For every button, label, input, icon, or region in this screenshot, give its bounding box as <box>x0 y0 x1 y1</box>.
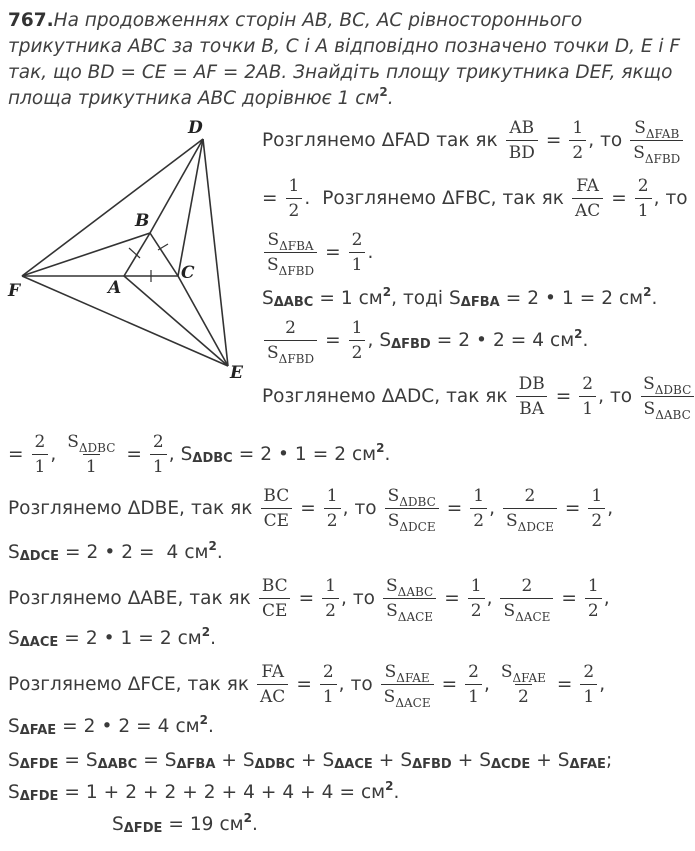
vertex-label-A: A <box>108 278 122 298</box>
fraction: $\frac{2}{1}$ <box>465 662 482 707</box>
fraction: $\frac{FA}{AC}$ <box>572 176 603 221</box>
solution-line-2: = $\frac{1}{2}$ . Розглянемо ΔFBC , так як $\frac{FA}{AC}$ = $\frac{2}{1}$ , то <box>262 176 688 221</box>
fraction: $\frac{BC}{CE}$ <box>259 576 291 621</box>
solution-line-16: S ΔFDE = 19 см 2 . <box>112 810 258 836</box>
fraction: $\frac{AB}{BD}$ <box>506 118 538 163</box>
segment-AE <box>124 276 228 366</box>
solution-line-9: S ΔDCE = 2 • 2 = 4 см 2 . <box>8 538 223 564</box>
triangle-figure <box>0 110 260 390</box>
fraction: $\frac{S_{\Delta DBC}}{S_{\Delta ABC}}$ <box>640 374 694 419</box>
fraction: $\frac{DB}{BA}$ <box>516 374 548 419</box>
solution-line-5: $\frac{2}{S_{\Delta FBD}}$ = $\frac{1}{2}$ , S ΔFBD = 2 • 2 = 4 см 2 . <box>262 318 588 363</box>
fraction: $\frac{S_{\Delta FAE}}{2}$ <box>500 662 546 707</box>
fraction: $\frac{2}{1}$ <box>349 230 366 275</box>
fraction: $\frac{S_{\Delta FAE}}{S_{\Delta ACE}}$ <box>381 662 434 707</box>
edge-FE <box>22 276 228 366</box>
solution-line-11: S ΔACE = 2 • 1 = 2 см 2 . <box>8 624 216 650</box>
fraction: $\frac{S_{\Delta ABC}}{S_{\Delta ACE}}$ <box>383 576 436 621</box>
fraction: $\frac{S_{\Delta DBC}}{S_{\Delta DCE}}$ <box>385 486 439 531</box>
problem-line-4: площа трикутника ABC дорівнює 1 см 2 . <box>8 85 394 109</box>
vertex-label-F: F <box>8 281 21 301</box>
solution-line-4: S ΔABC = 1 см 2 , тоді S ΔFBA = 2 • 1 = 2 см 2 . <box>262 284 658 310</box>
solution-line-13: S ΔFAE = 2 • 2 = 4 см 2 . <box>8 712 214 738</box>
edge-CE <box>178 276 228 366</box>
fraction: $\frac{2}{S_{\Delta ACE}}$ <box>500 576 553 621</box>
edge-DE <box>203 139 228 366</box>
solution-line-14: S ΔFDE = S ΔABC = S ΔFBA + S ΔDBC + S ΔACE + S ΔFBD + S ΔCDE + S ΔFAE ; <box>8 750 613 772</box>
problem-line-1: 767. На продовженнях сторін AB, BC, AC рівностороннього <box>8 8 688 34</box>
problem-line-2: трикутника ABC за точки B, C і A відповідно позначено точки D, E і F <box>8 36 681 57</box>
problem-line-3: так, що BD = CE = AF = 2AB. Знайдіть площу трикутника DEF, якщо <box>8 62 673 83</box>
figure-lines <box>22 139 228 366</box>
fraction: $\frac{BC}{CE}$ <box>260 486 292 531</box>
fraction: $\frac{2}{1}$ <box>635 176 652 221</box>
fraction: $\frac{2}{1}$ <box>150 432 167 477</box>
solution-line-10: Розглянемо ΔABE , так як $\frac{BC}{CE}$ = $\frac{1}{2}$ , то $\frac{S_{\Delta ABC}}{S_{\Delta ACE}}$ = $\frac{1}{2}$ , $\frac{2}{S_{\Delta ACE}}$ = $\frac{1}{2}$ , <box>8 576 610 624</box>
solution-line-3: $\frac{S_{\Delta FBA}}{S_{\Delta FBD}}$ = $\frac{2}{1}$ . <box>262 230 373 275</box>
fraction: $\frac{FA}{AC}$ <box>257 662 288 707</box>
fraction: $\frac{1}{2}$ <box>324 486 341 531</box>
fraction: $\frac{1}{2}$ <box>585 576 602 621</box>
fraction: $\frac{1}{2}$ <box>468 576 485 621</box>
fraction: $\frac{2}{1}$ <box>579 374 596 419</box>
fraction: $\frac{S_{\Delta DBC}}{1}$ <box>67 432 116 477</box>
fraction: $\frac{S_{\Delta FBA}}{S_{\Delta FBD}}$ <box>264 230 317 275</box>
fraction: $\frac{S_{\Delta FAB}}{S_{\Delta FBD}}$ <box>630 118 683 163</box>
solution-line-1: Розглянемо ΔFAD так як $\frac{AB}{BD}$ = $\frac{1}{2}$ , то $\frac{S_{\Delta FAB}}{S_{\Delta FBD}}$ <box>262 118 685 163</box>
solution-line-8: Розглянемо ΔDBE , так як $\frac{BC}{CE}$ = $\frac{1}{2}$ , то $\frac{S_{\Delta DBC}}{S_{\Delta DCE}}$ = $\frac{1}{2}$ , $\frac{2}{S_{\Delta DCE}}$ = $\frac{1}{2}$ , <box>8 486 614 534</box>
vertex-label-E: E <box>230 363 243 383</box>
fraction: $\frac{2}{S_{\Delta DCE}}$ <box>503 486 557 531</box>
fraction: $\frac{2}{1}$ <box>580 662 597 707</box>
fraction: $\frac{1}{2}$ <box>588 486 605 531</box>
solution-line-7: = $\frac{2}{1}$ , $\frac{S_{\Delta DBC}}{1}$ = $\frac{2}{1}$ , S ΔDBC = 2 • 1 = 2 см 2 . <box>8 432 391 477</box>
segment-FB <box>22 233 150 276</box>
vertex-label-B: B <box>135 211 150 231</box>
edge-DF <box>22 139 203 276</box>
solution-line-15: S ΔFDE = 1 + 2 + 2 + 2 + 4 + 4 + 4 = см 2 . <box>8 778 400 804</box>
vertex-label-C: C <box>181 263 195 283</box>
fraction: $\frac{1}{2}$ <box>470 486 487 531</box>
fraction: $\frac{2}{1}$ <box>320 662 337 707</box>
fraction: $\frac{2}{1}$ <box>32 432 49 477</box>
solution-line-12: Розглянемо ΔFCE , так як $\frac{FA}{AC}$ = $\frac{2}{1}$ , то $\frac{S_{\Delta FAE}}{S_{\Delta ACE}}$ = $\frac{2}{1}$ , $\frac{S_{\Delta FAE}}{2}$ = $\frac{2}{1}$ , <box>8 662 606 710</box>
vertex-label-D: D <box>188 118 203 138</box>
problem-number: 767. <box>8 10 54 31</box>
fraction: $\frac{1}{2}$ <box>569 118 586 163</box>
problem-statement <box>8 8 688 112</box>
fraction: $\frac{1}{2}$ <box>349 318 366 363</box>
fraction: $\frac{1}{2}$ <box>286 176 303 221</box>
fraction: $\frac{2}{S_{\Delta FBD}}$ <box>264 318 317 363</box>
edge-BC <box>150 233 178 276</box>
solution-line-6: Розглянемо ΔADC , так як $\frac{DB}{BA}$ = $\frac{2}{1}$ , то $\frac{S_{\Delta DBC}}{S_{\Delta ABC}}$ <box>262 374 695 419</box>
fraction: $\frac{1}{2}$ <box>322 576 339 621</box>
